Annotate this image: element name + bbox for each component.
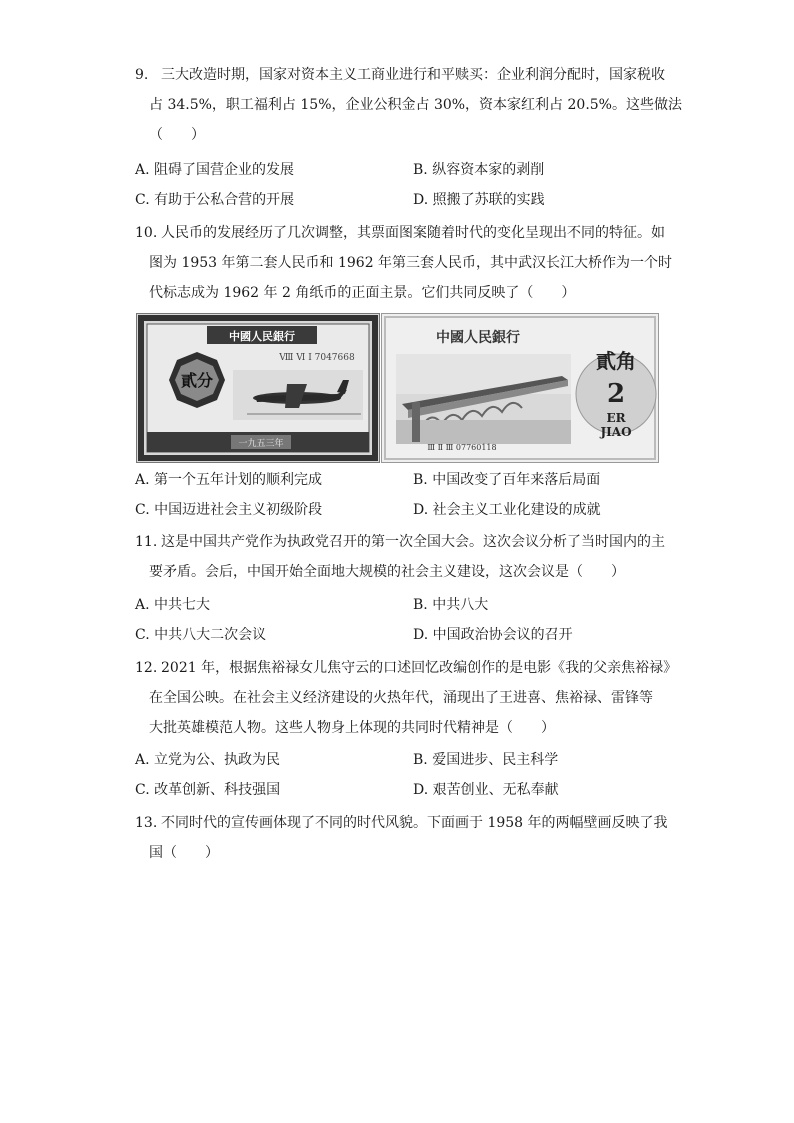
option-a[interactable]: A. 中共七大 [135, 597, 211, 613]
question-number: 12. [135, 660, 158, 676]
banknote-1953-two-fen [136, 313, 380, 463]
question-text: 占 34.5%，职工福利占 15%，企业公积金占 30%，资本家红利占 20.5%。这些做法 [149, 97, 682, 113]
question-text: 不同时代的宣传画体现了不同的时代风貌。下面画于 1958 年的两幅壁画反映了我 [161, 815, 668, 831]
question-number: 13. [135, 815, 158, 831]
question-number: 10. [135, 225, 158, 241]
question-text: 国（ ） [149, 845, 219, 861]
question-text: 这是中国共产党作为执政党召开的第一次全国大会。这次会议分析了当时国内的主 [161, 534, 665, 550]
question-text: 三大改造时期，国家对资本主义工商业进行和平赎买：企业利润分配时，国家税收 [161, 67, 665, 83]
denomination-pinyin-jiao: JIAO [600, 425, 632, 439]
option-d[interactable]: D. 中国政治协会议的召开 [413, 627, 573, 643]
question-text: 代标志成为 1962 年 2 角纸币的正面主景。它们共同反映了（ ） [149, 285, 576, 301]
bank-name: 中國人民銀行 [436, 330, 520, 346]
question-13 [135, 808, 668, 868]
question-text: 人民币的发展经历了几次调整，其票面图案随着时代的变化呈现出不同的特征。如 [161, 225, 665, 241]
option-a[interactable]: A. 阻碍了国营企业的发展 [135, 162, 295, 178]
question-11 [135, 527, 665, 587]
option-b[interactable]: B. 中国改变了百年来落后局面 [413, 472, 601, 488]
option-a[interactable]: A. 第一个五年计划的顺利完成 [135, 472, 323, 488]
question-blank: （ ） [149, 127, 205, 143]
option-a[interactable]: A. 立党为公、执政为民 [135, 752, 281, 768]
question-number: 9. [135, 67, 149, 83]
option-c[interactable]: C. 中国迈进社会主义初级阶段 [135, 502, 323, 518]
issue-year: 一九五三年 [238, 439, 284, 449]
question-text: 在全国公映。在社会主义经济建设的火热年代，涌现出了王进喜、焦裕禄、雷锋等 [149, 690, 653, 706]
question-text: 2021 年，根据焦裕禄女儿焦守云的口述回忆改编创作的是电影《我的父亲焦裕禄》 [161, 660, 678, 676]
option-b[interactable]: B. 爱国进步、民主科学 [413, 752, 559, 768]
denomination-pinyin-er: ER [606, 411, 626, 425]
denomination: 貳角 [596, 349, 636, 373]
option-b[interactable]: B. 纵容资本家的剥削 [413, 162, 545, 178]
question-text: 图为 1953 年第二套人民币和 1962 年第三套人民币，其中武汉长江大桥作为一个时 [149, 255, 673, 271]
option-d[interactable]: D. 艰苦创业、无私奉献 [413, 782, 559, 798]
bank-name: 中國人民銀行 [229, 330, 295, 343]
option-c[interactable]: C. 有助于公私合营的开展 [135, 192, 295, 208]
question-text: 要矛盾。会后，中国开始全面地大规模的社会主义建设，这次会议是（ ） [149, 564, 625, 580]
denomination-digit: 2 [606, 379, 626, 409]
option-c[interactable]: C. 中共八大二次会议 [135, 627, 267, 643]
banknote-1962-two-jiao [381, 313, 659, 463]
question-12 [135, 653, 678, 743]
serial-number: Ⅷ Ⅵ Ⅰ 7047668 [279, 353, 355, 363]
question-10 [135, 218, 673, 308]
option-b[interactable]: B. 中共八大 [413, 597, 489, 613]
option-d[interactable]: D. 照搬了苏联的实践 [413, 192, 545, 208]
serial-number: Ⅲ Ⅱ Ⅲ 07760118 [427, 443, 497, 452]
option-c[interactable]: C. 改革创新、科技强国 [135, 782, 281, 798]
question-number: 11. [135, 534, 158, 550]
question-9 [135, 60, 682, 150]
denomination: 貳分 [180, 371, 214, 390]
option-d[interactable]: D. 社会主义工业化建设的成就 [413, 502, 601, 518]
question-text: 大批英雄模范人物。这些人物身上体现的共同时代精神是（ ） [149, 720, 555, 736]
